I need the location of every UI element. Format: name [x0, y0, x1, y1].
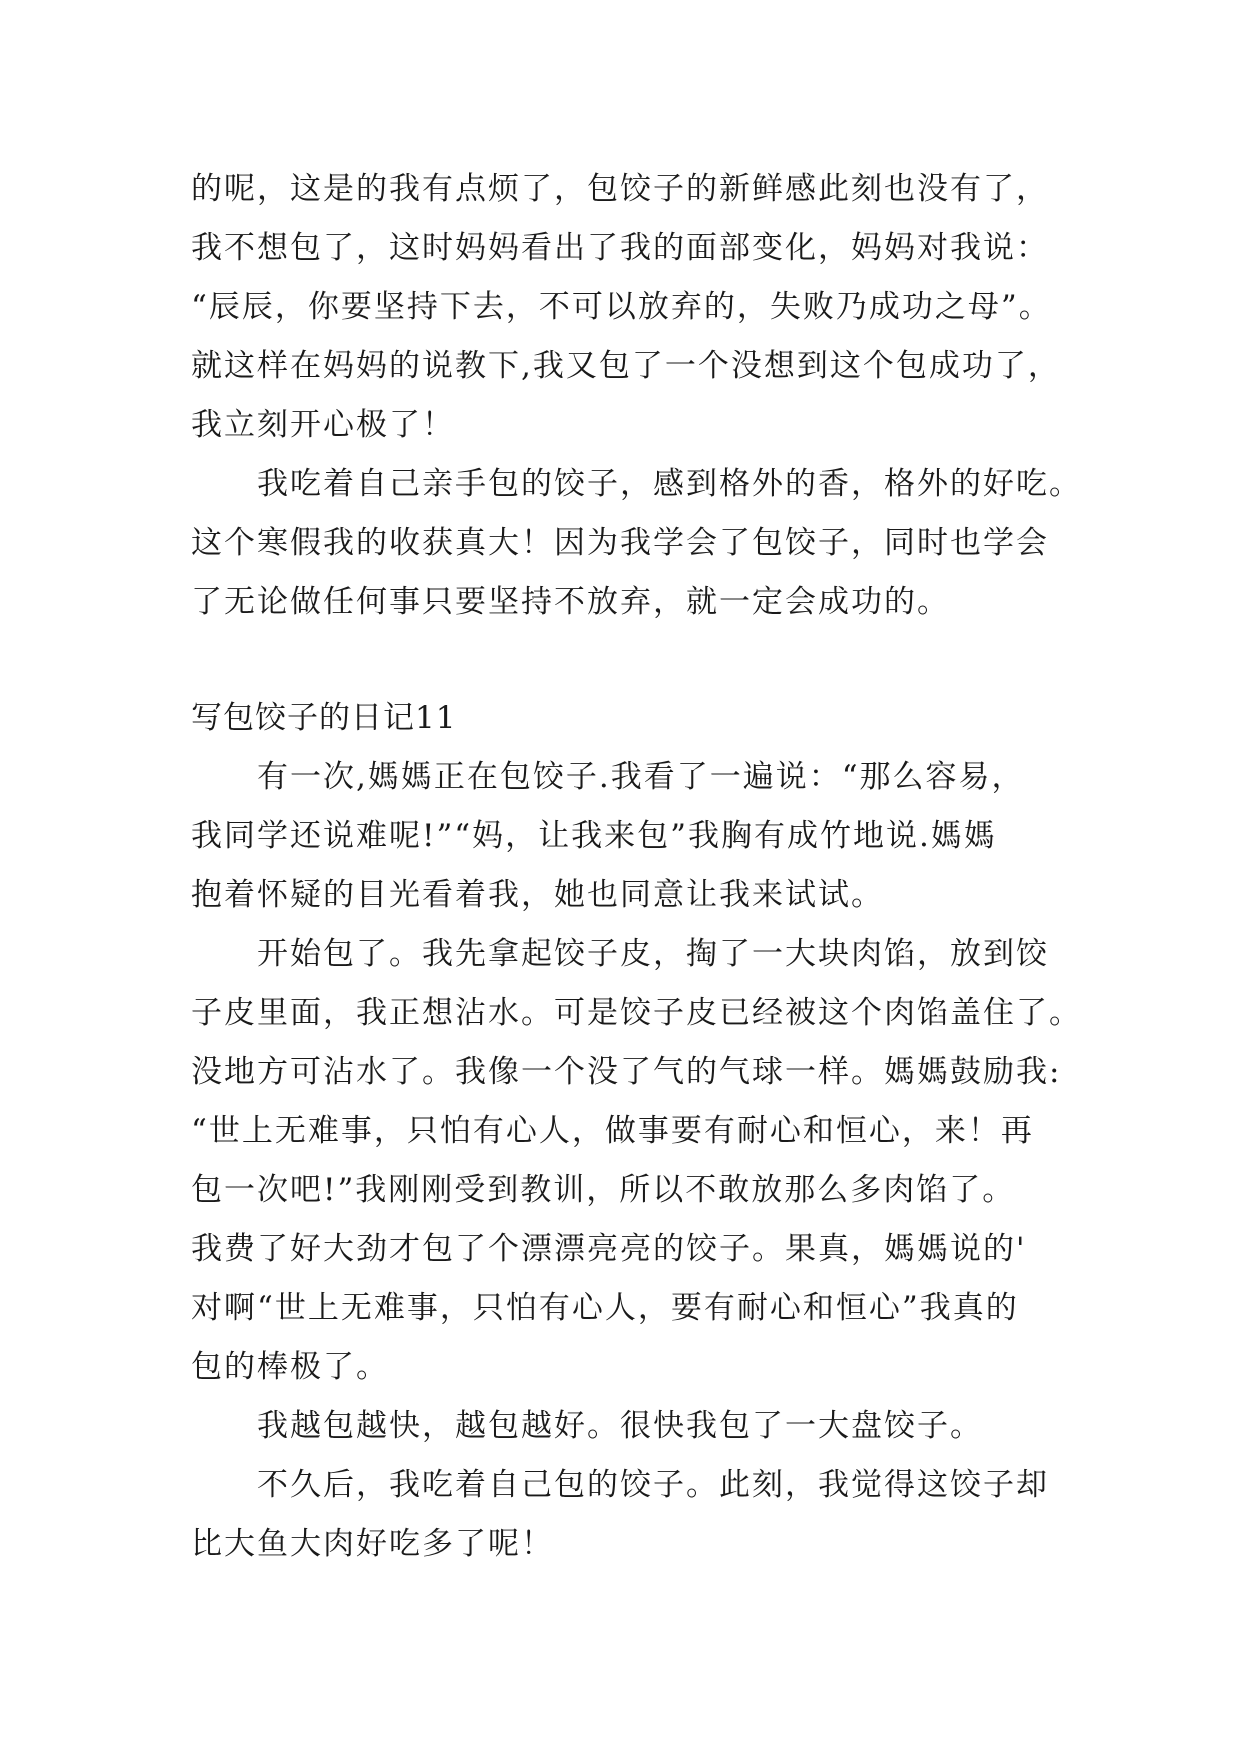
section-heading: 写包饺子的日记11 — [191, 700, 457, 736]
text-line: 抱着怀疑的目光看着我，她也同意让我来试试。 — [191, 877, 884, 913]
text-line: 的呢，这是的我有点烦了，包饺子的新鲜感此刻也没有了， — [191, 171, 1049, 207]
text-line: 了无论做任何事只要坚持不放弃，就一定会成功的。 — [191, 584, 950, 620]
paragraph — [191, 455, 1082, 632]
paragraph — [191, 925, 1082, 1397]
text-line: 开始包了。我先拿起饺子皮，掏了一大块肉馅，放到饺 — [257, 936, 1049, 972]
text-line: 比大鱼大肉好吃多了呢！ — [191, 1526, 554, 1562]
text-line: 没地方可沾水了。我像一个没了气的气球一样。媽媽鼓励我: — [191, 1054, 1062, 1090]
text-line: 我费了好大劲才包了个漂漂亮亮的饺子。果真，媽媽说的' — [191, 1231, 1027, 1267]
text-line: 我吃着自己亲手包的饺子，感到格外的香，格外的好吃。 — [257, 466, 1082, 502]
text-line: 包的棒极了。 — [191, 1349, 389, 1385]
text-line: 我同学还说难呢!”“妈，让我来包”我胸有成竹地说.媽媽 — [191, 818, 997, 854]
text-line: 我不想包了，这时妈妈看出了我的面部变化，妈妈对我说： — [191, 230, 1049, 266]
paragraph — [191, 160, 1071, 455]
text-line: 我越包越快，越包越好。很快我包了一大盘饺子。 — [257, 1408, 983, 1444]
text-line: 不久后，我吃着自己包的饺子。此刻，我觉得这饺子却 — [257, 1467, 1049, 1503]
text-line: 这个寒假我的收获真大！因为我学会了包饺子，同时也学会 — [191, 525, 1049, 561]
paragraph — [191, 1456, 1071, 1574]
text-line: 包一次吧!”我刚刚受到教训，所以不敢放那么多肉馅了。 — [191, 1172, 1016, 1208]
text-line: 我立刻开心极了！ — [191, 407, 455, 443]
text-line: 有一次,媽媽正在包饺子.我看了一遍说：“那么容易， — [257, 759, 1025, 795]
section-spacer — [191, 632, 1071, 689]
text-line: 就这样在妈妈的说教下,我又包了一个没想到这个包成功了， — [191, 348, 1061, 384]
text-line: “辰辰，你要坚持下去，不可以放弃的，失败乃成功之母”。 — [191, 289, 1052, 325]
paragraph — [191, 1397, 1071, 1456]
paragraph — [191, 748, 1071, 925]
text-line: “世上无难事，只怕有心人，做事要有耐心和恒心，来！再 — [191, 1113, 1034, 1149]
text-line: 子皮里面，我正想沾水。可是饺子皮已经被这个肉馅盖住了。 — [191, 995, 1082, 1031]
text-line: 对啊“世上无难事，只怕有心人，要有耐心和恒心”我真的 — [191, 1290, 1019, 1326]
document-body — [191, 160, 1082, 1574]
